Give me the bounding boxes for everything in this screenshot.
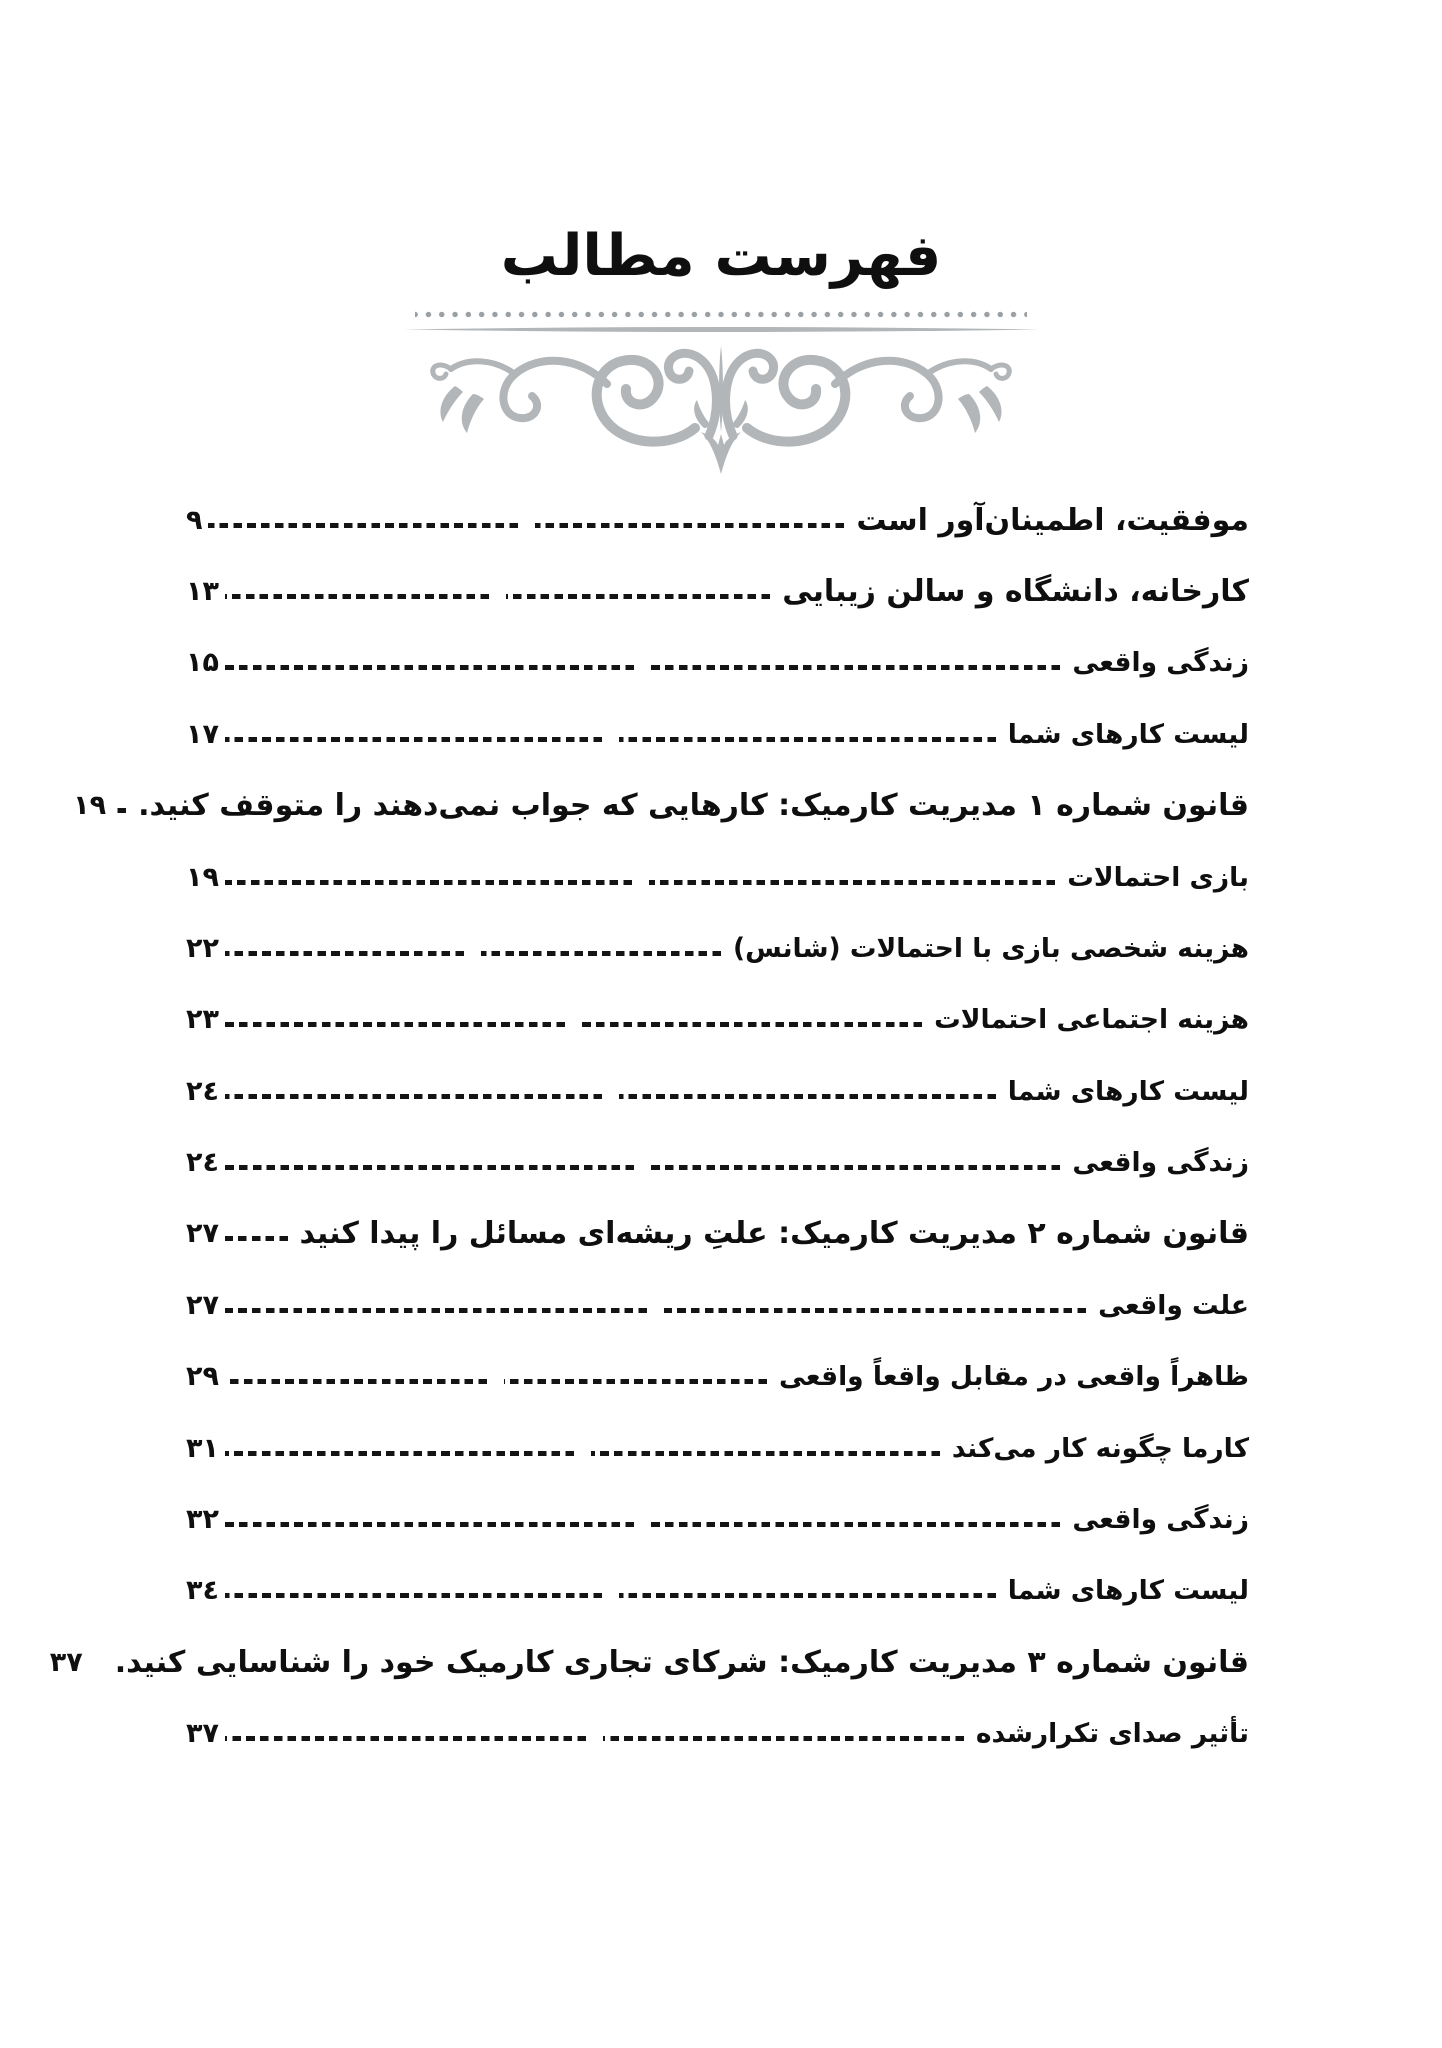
dash-leader bbox=[225, 1379, 767, 1384]
toc-entry bbox=[186, 1056, 1249, 1127]
toc-entry-title: کارخانه، دانشگاه و سالن زیبایی bbox=[782, 573, 1249, 609]
toc-page-number: ۱۷ bbox=[186, 718, 219, 750]
dash-leader bbox=[225, 1451, 940, 1456]
dash-leader bbox=[225, 1165, 1060, 1170]
dash-leader bbox=[225, 665, 1060, 670]
flourish-ornament-icon bbox=[421, 336, 1021, 476]
tapered-rule bbox=[401, 326, 1041, 333]
toc-entry-title: هزینه شخصی بازی با احتمالات (شانس) bbox=[733, 932, 1249, 964]
toc-entry-title: لیست کارهای شما bbox=[1007, 718, 1249, 750]
toc-entry-title: زندگی واقعی bbox=[1072, 647, 1249, 679]
toc-entry-title: بازی احتمالات bbox=[1067, 861, 1249, 893]
dotted-divider bbox=[415, 310, 1027, 319]
toc-page-number: ۳۱ bbox=[186, 1432, 219, 1464]
toc-entry bbox=[186, 1555, 1249, 1626]
toc-page-number: ۲۹ bbox=[186, 1361, 219, 1393]
toc-entry bbox=[73, 770, 1249, 841]
toc-entry bbox=[186, 1270, 1249, 1341]
toc-entry-title: زندگی واقعی bbox=[1072, 1504, 1249, 1536]
toc-entry-title: کارما چگونه کار می‌کند bbox=[951, 1432, 1249, 1464]
toc-page-number: ۳۲ bbox=[186, 1504, 219, 1536]
dash-leader bbox=[225, 1236, 288, 1241]
dash-leader bbox=[225, 1094, 996, 1099]
toc-page-number: ۱۳ bbox=[186, 575, 219, 607]
dash-leader bbox=[225, 1736, 964, 1741]
toc-entry-title: لیست کارهای شما bbox=[1007, 1075, 1249, 1107]
toc-entry bbox=[186, 556, 1249, 627]
toc-entry bbox=[186, 913, 1249, 984]
dash-leader bbox=[225, 737, 996, 742]
dash-leader bbox=[225, 1308, 1086, 1313]
toc-page-number: ۳٤ bbox=[186, 1575, 219, 1607]
toc-entry-title: لیست کارهای شما bbox=[1007, 1575, 1249, 1607]
toc-entry-title: زندگی واقعی bbox=[1072, 1147, 1249, 1179]
toc-page-number: ۲٤ bbox=[186, 1075, 219, 1107]
dash-leader bbox=[225, 1522, 1060, 1527]
toc-page-number: ۲۲ bbox=[186, 932, 219, 964]
toc-page-number: ۲۳ bbox=[186, 1004, 219, 1036]
dash-leader bbox=[112, 808, 126, 813]
toc-entry bbox=[186, 627, 1249, 698]
toc-entry-title: تأثیر صدای تکرارشده bbox=[975, 1718, 1249, 1750]
toc-entry bbox=[186, 1198, 1249, 1269]
toc-entry-title: قانون شماره ۳ مدیریت کارمیک: شرکای تجاری کارمیک خود را شناسایی کنید. bbox=[114, 1644, 1249, 1680]
dash-leader bbox=[89, 1665, 103, 1670]
toc-entry bbox=[186, 1484, 1249, 1555]
toc-entry bbox=[186, 1341, 1249, 1412]
toc-page-number: ۹ bbox=[186, 504, 203, 536]
toc-page-number: ۱۹ bbox=[73, 790, 107, 822]
toc-entry-title: قانون شماره ۱ مدیریت کارمیک: کارهایی که جواب نمی‌دهند را متوقف کنید. bbox=[138, 788, 1249, 824]
toc-page-number: ۲۷ bbox=[186, 1289, 219, 1321]
toc-list bbox=[0, 476, 1442, 1769]
page-title: فهرست مطالب bbox=[500, 223, 942, 289]
toc-entry-title: موفقیت، اطمینان‌آور است bbox=[856, 502, 1249, 538]
toc-page-number: ۱۵ bbox=[186, 647, 219, 679]
toc-entry bbox=[186, 1127, 1249, 1198]
dash-leader bbox=[225, 1022, 922, 1027]
dash-leader bbox=[225, 951, 721, 956]
toc-page-number: ۲٤ bbox=[186, 1147, 219, 1179]
dash-leader bbox=[225, 880, 1055, 885]
toc-entry bbox=[186, 984, 1249, 1055]
toc-page-number: ۲۷ bbox=[186, 1218, 219, 1250]
dash-leader bbox=[225, 594, 770, 599]
toc-entry bbox=[186, 484, 1249, 555]
toc-entry bbox=[186, 699, 1249, 770]
toc-page-number: ۳۷ bbox=[49, 1646, 83, 1678]
toc-entry bbox=[49, 1627, 1249, 1698]
toc-entry bbox=[186, 1412, 1249, 1483]
toc-page-number: ۳۷ bbox=[186, 1718, 219, 1750]
toc-header bbox=[0, 0, 1442, 476]
dash-leader bbox=[208, 523, 844, 528]
toc-entry-title: علت واقعی bbox=[1098, 1289, 1249, 1321]
toc-entry bbox=[186, 841, 1249, 912]
dash-leader bbox=[225, 1593, 996, 1598]
toc-entry-title: ظاهراً واقعی در مقابل واقعاً واقعی bbox=[778, 1361, 1249, 1393]
toc-page-number: ۱۹ bbox=[186, 861, 219, 893]
toc-entry bbox=[186, 1698, 1249, 1769]
toc-entry-title: هزینه اجتماعی احتمالات bbox=[934, 1004, 1249, 1036]
toc-entry-title: قانون شماره ۲ مدیریت کارمیک: علتِ ریشه‌ای مسائل را پیدا کنید bbox=[299, 1216, 1249, 1252]
